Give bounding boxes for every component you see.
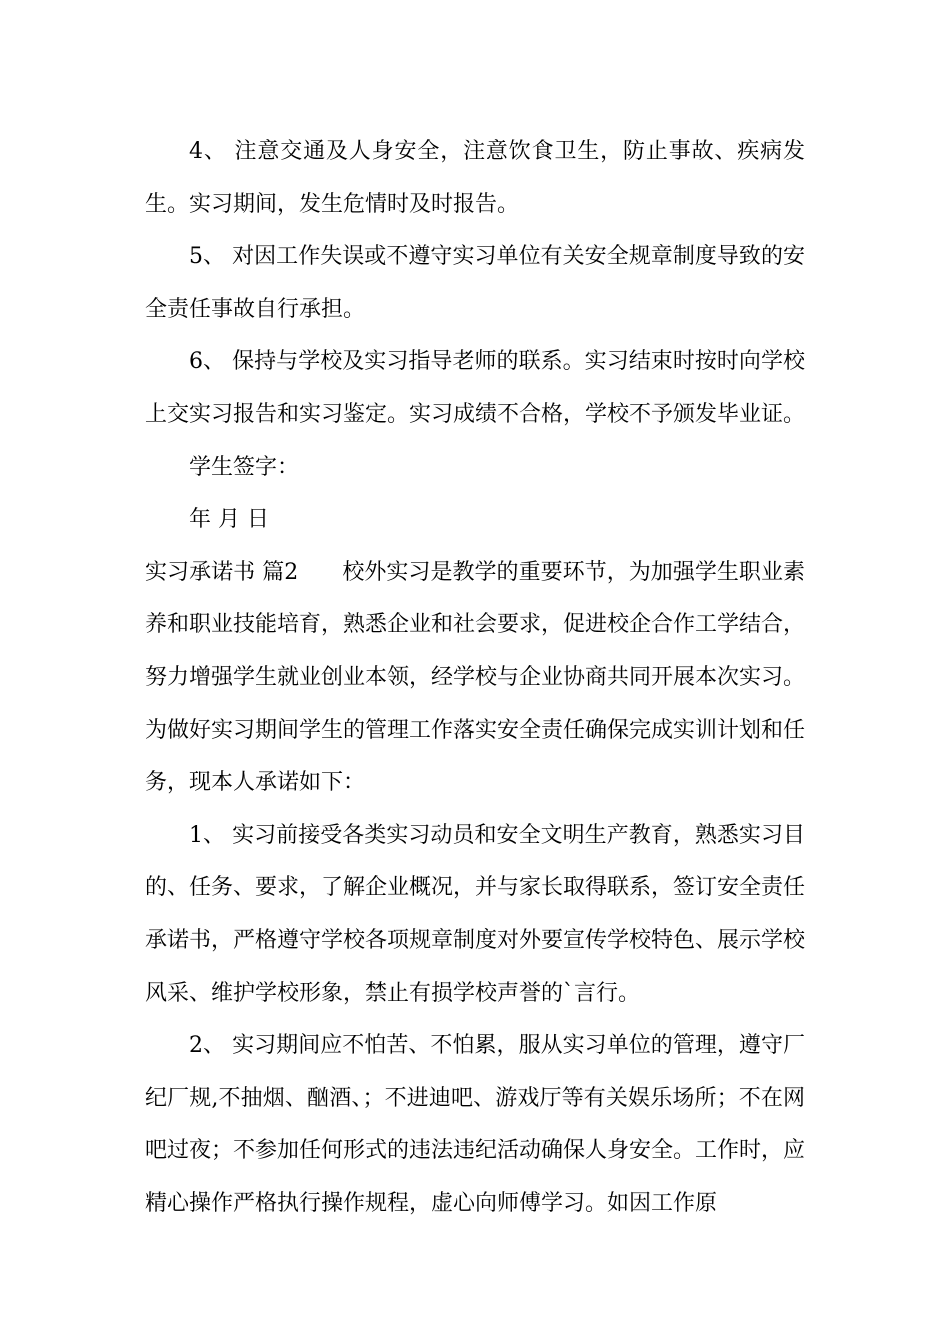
student-signature-line: 学生签字： (189, 454, 300, 480)
date-line: 年 月 日 (189, 507, 269, 533)
paragraph-item-1: 1、 实习前接受各类实习动员和安全文明生产教育，熟悉实习目的、任务、要求，了解企业概况，并与家长取得联系，签订安全责任承诺书，严格遵守学校各项规章制度对外要宣传学校特色、展示学校风采、维护学校形象，禁止有损学校声誉的`言行。 (145, 822, 806, 1006)
paragraph-item-5: 5、 对因工作失误或不遵守实习单位有关安全规章制度导致的安全责任事故自行承担。 (145, 244, 805, 322)
paragraph-item-6: 6、 保持与学校及实习指导老师的联系。实习结束时按时向学校上交实习报告和实习鉴定。实习成绩不合格，学校不予颁发毕业证。 (145, 349, 806, 427)
paragraph-item-4: 4、 注意交通及人身安全，注意饮食卫生，防止事故、疾病发生。实习期间，发生危情时及时报告。 (145, 139, 805, 217)
section-heading-paragraph: 实习承诺书 篇2 校外实习是教学的重要环节，为加强学生职业素养和职业技能培育，熟悉企业和社会要求，促进校企合作工学结合，努力增强学生就业创业本领，经学校与企业协商共同开展本次实习。为做好实习期间学生的管理工作落实安全责任确保完成实训计划和任务，现本人承诺如下： (145, 559, 806, 796)
document-body (145, 126, 805, 1230)
paragraph-item-2: 2、 实习期间应不怕苦、不怕累，服从实习单位的管理，遵守厂纪厂规,不抽烟、酗酒、；不进迪吧、游戏厅等有关娱乐场所；不在网吧过夜；不参加任何形式的违法违纪活动确保人身安全。工作时，应精心操作严格执行操作规程，虚心向师傅学习。如因工作原 (145, 1033, 806, 1216)
